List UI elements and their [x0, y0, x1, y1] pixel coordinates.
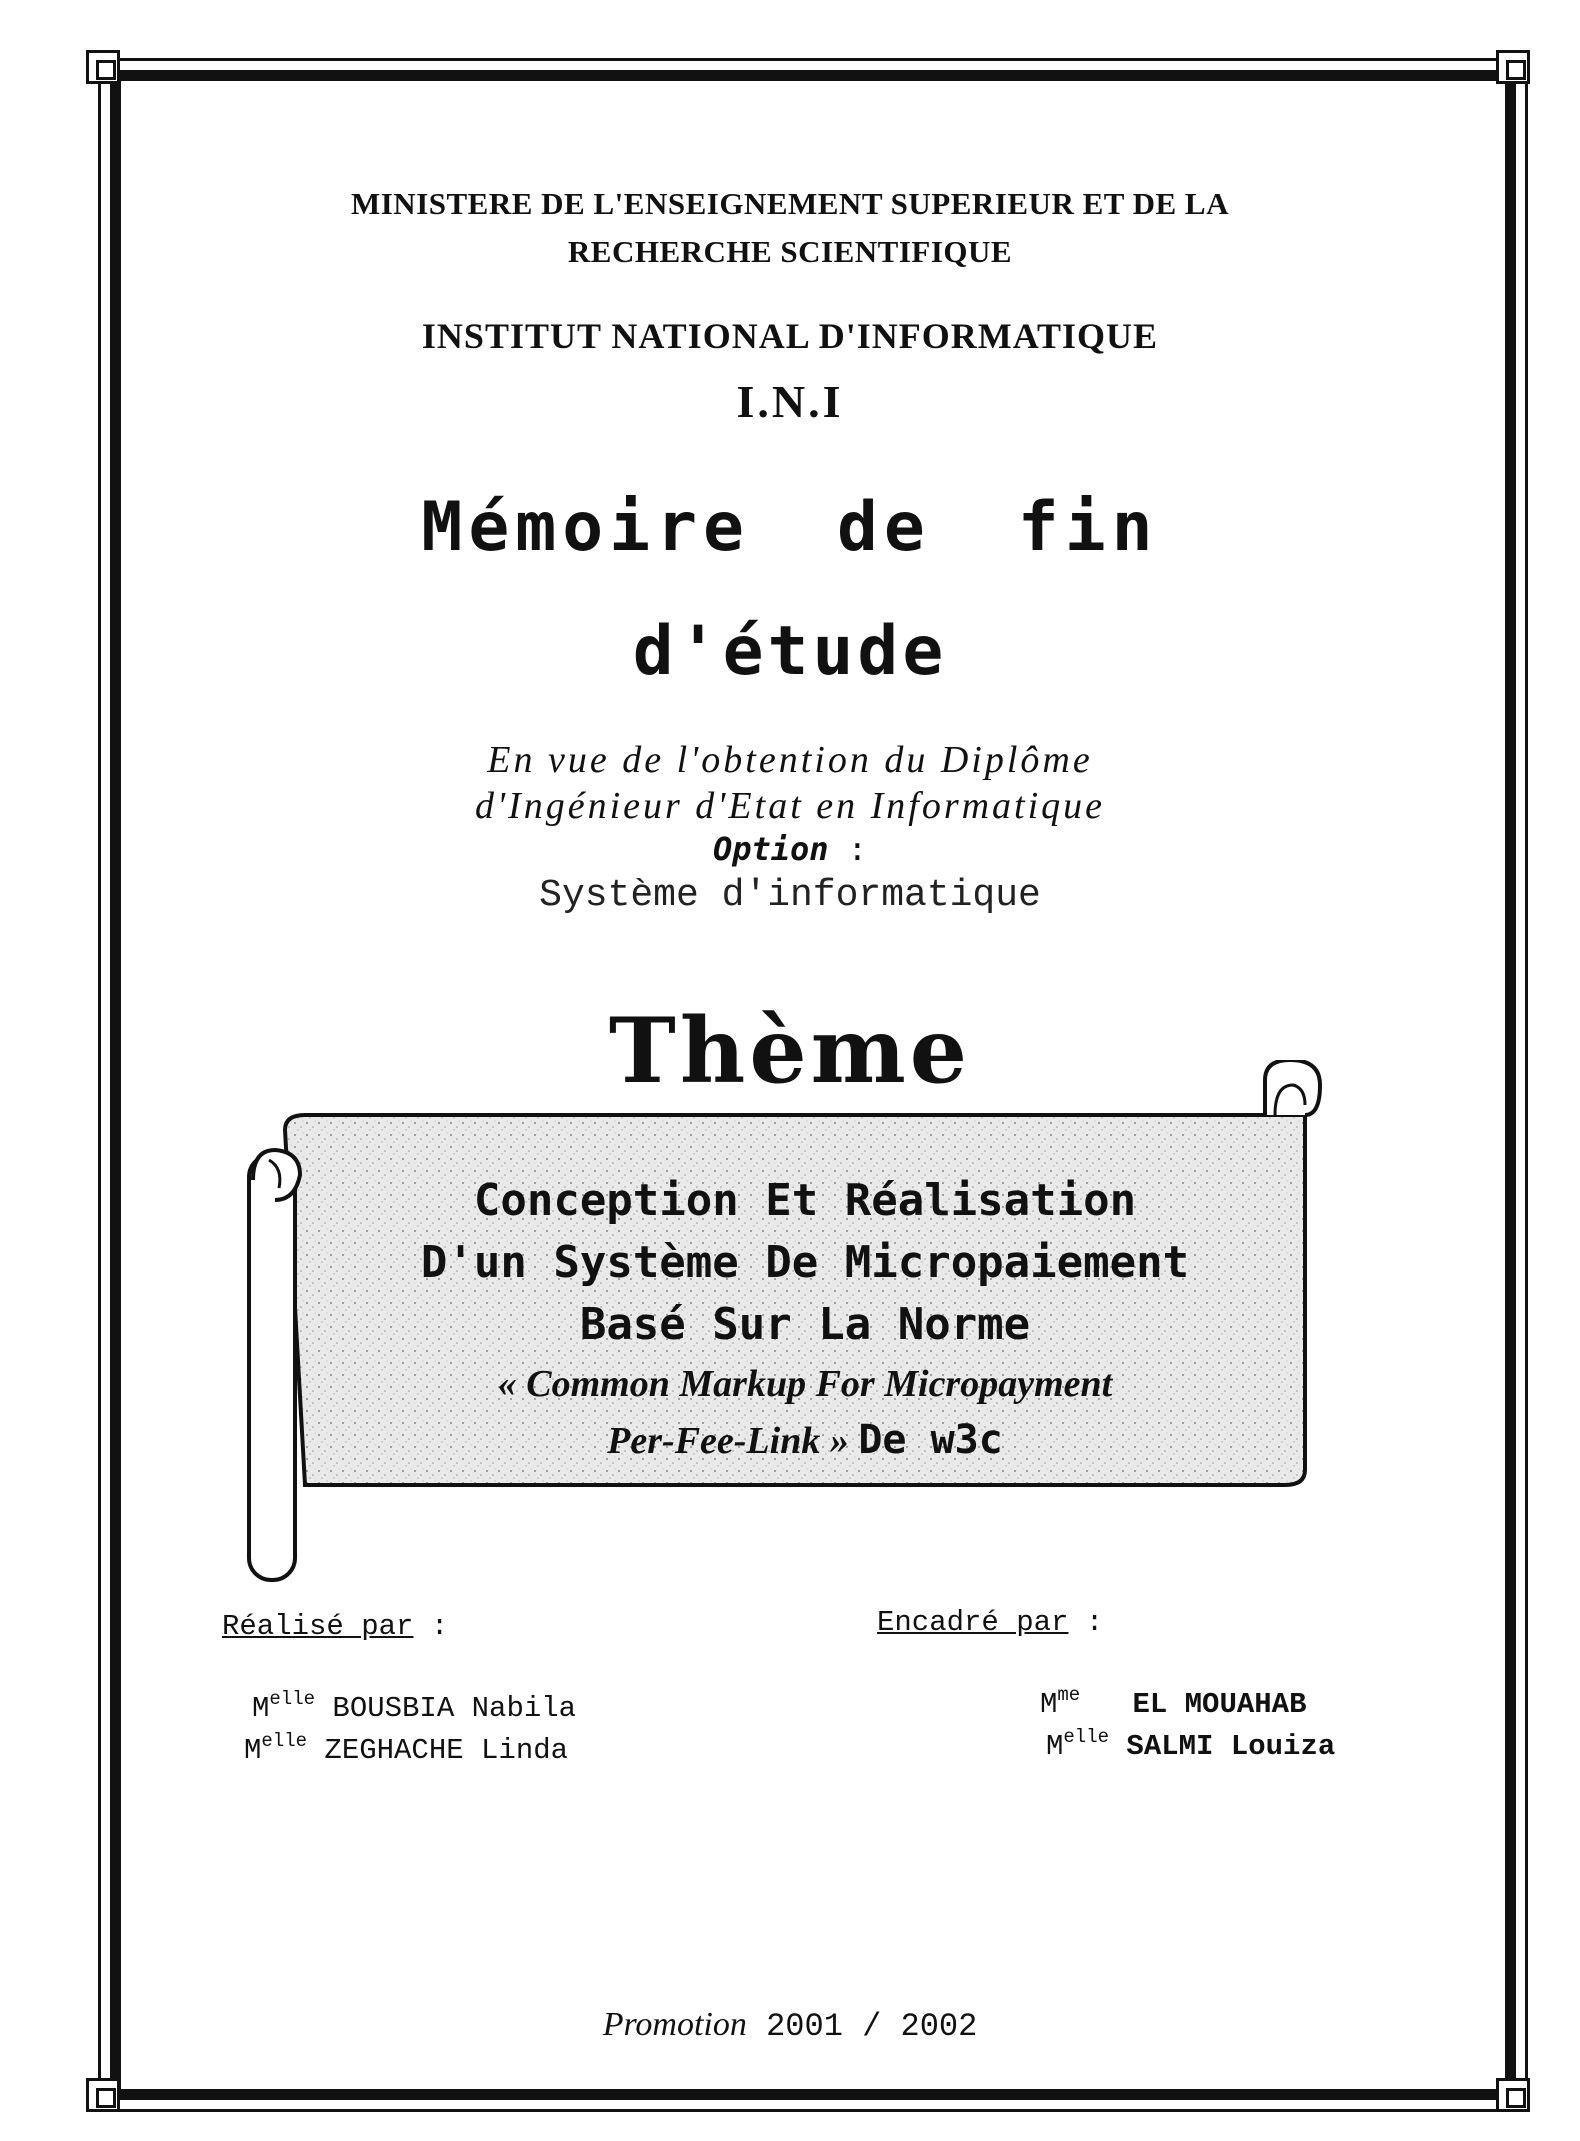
option-label: Option — [712, 830, 829, 868]
author-1-title-sup: elle — [269, 1688, 316, 1710]
supervisor-1-title-sup: me — [1057, 1684, 1081, 1706]
ministry-line-2: RECHERCHE SCIENTIFIQUE — [567, 234, 1013, 269]
theme-line-5-rest: De w3c — [858, 1417, 1003, 1463]
supervisors-label — [877, 1606, 1103, 1639]
degree-line-1: En vue de l'obtention du Diplôme — [487, 739, 1093, 781]
theme-line-3: Basé Sur La Norme — [579, 1299, 1031, 1350]
degree-line-2: d'Ingénieur d'Etat en Informatique — [474, 785, 1106, 827]
document-title-line-2: d'étude — [632, 612, 948, 691]
supervisor-1-name: EL MOUAHAB — [1132, 1688, 1307, 1721]
author-2-title-sup: elle — [261, 1730, 308, 1752]
border-corner-ornament — [86, 2078, 120, 2112]
supervisor-1 — [1040, 1684, 1306, 1721]
author-1-name: BOUSBIA Nabila — [332, 1692, 577, 1725]
option-separator: : — [847, 830, 868, 868]
theme-scroll-banner — [245, 1060, 1365, 1590]
author-1-title: M — [252, 1692, 270, 1725]
author-1 — [252, 1688, 576, 1725]
promotion-word: Promotion — [602, 2006, 747, 2043]
author-2 — [244, 1730, 568, 1767]
border-corner-ornament — [86, 50, 120, 84]
border-corner-ornament — [1496, 2078, 1530, 2112]
border-corner-ornament — [1496, 50, 1530, 84]
supervisor-2-title-sup: elle — [1063, 1726, 1110, 1748]
author-2-title: M — [244, 1734, 262, 1767]
supervisors-label-text: Encadré par — [877, 1606, 1069, 1639]
theme-line-5-italic: Per-Fee-Link » — [607, 1420, 849, 1462]
institute-name: INSTITUT NATIONAL D'INFORMATIQUE — [421, 316, 1159, 356]
option-line — [0, 830, 1580, 868]
author-2-name: ZEGHACHE Linda — [324, 1734, 569, 1767]
supervisor-1-title: M — [1040, 1688, 1058, 1721]
authors-label-sep: : — [430, 1610, 449, 1643]
option-value: Système d'informatique — [539, 874, 1041, 917]
theme-title — [305, 1170, 1305, 1469]
supervisor-2-name: SALMI Louiza — [1126, 1730, 1336, 1763]
theme-line-5 — [305, 1412, 1305, 1469]
theme-line-4: « Common Markup For Micropayment — [497, 1363, 1113, 1405]
authors-label — [222, 1610, 448, 1643]
supervisor-2-title: M — [1046, 1730, 1064, 1763]
authors-label-text: Réalisé par — [222, 1610, 414, 1643]
institute-acronym: I.N.I — [736, 376, 844, 427]
promotion-years: 2001 / 2002 — [766, 2008, 978, 2045]
supervisors-label-sep: : — [1085, 1606, 1104, 1639]
document-title-line-1: Mémoire de fin — [421, 488, 1159, 567]
theme-line-1: Conception Et Réalisation — [473, 1175, 1137, 1226]
ministry-line-1: MINISTERE DE L'ENSEIGNEMENT SUPERIEUR ET DE LA — [350, 186, 1229, 221]
theme-heading: Thème — [608, 998, 972, 1104]
supervisor-2 — [1046, 1726, 1335, 1763]
ministry-heading — [0, 180, 1580, 276]
theme-line-2: D'un Système De Micropaiement — [420, 1237, 1190, 1288]
promotion-line — [0, 2006, 1580, 2045]
